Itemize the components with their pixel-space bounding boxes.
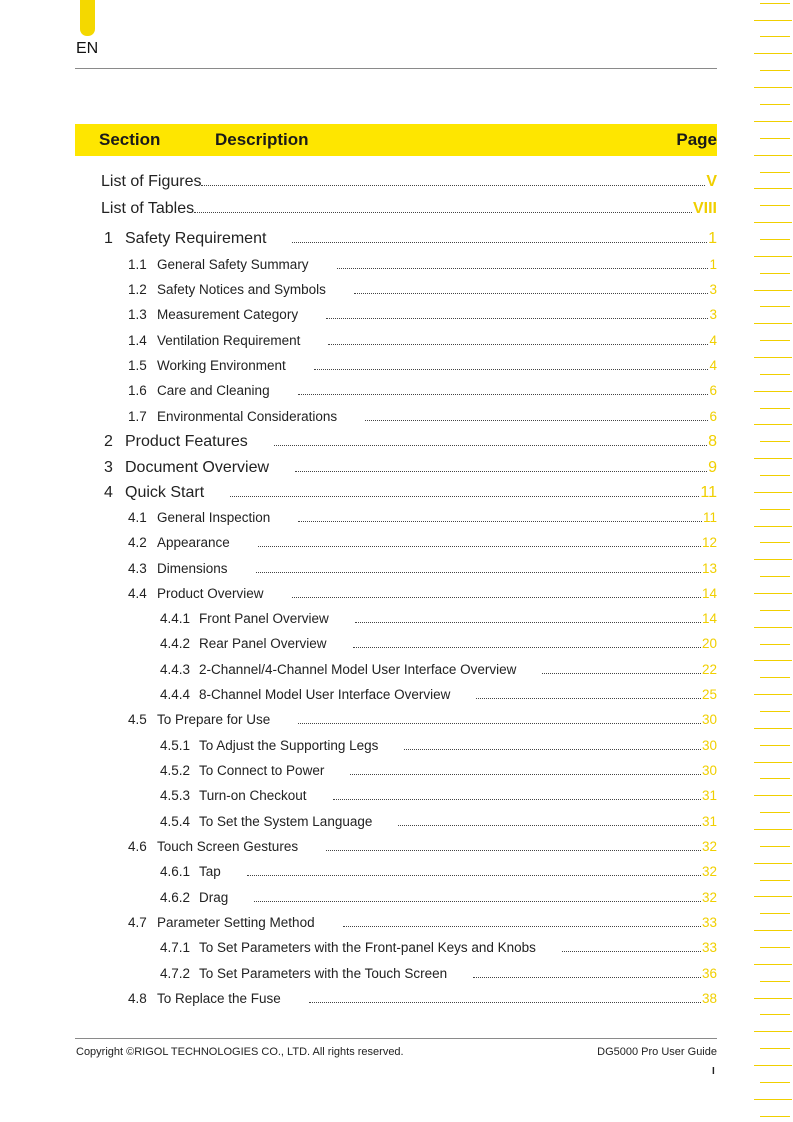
toc-leader (247, 875, 701, 876)
toc-entry[interactable] (160, 662, 717, 678)
toc-entry[interactable] (128, 358, 717, 374)
toc-entry-page: 38 (701, 991, 717, 1006)
toc-entry-label: Front Panel Overview (199, 611, 329, 626)
toc-entry-page: 14 (701, 611, 717, 626)
toc-entry[interactable] (128, 510, 717, 526)
toc-entry-number: 4.4.2 (160, 636, 191, 651)
toc-entry-number: 3 (104, 459, 113, 476)
toc-entry-label: To Connect to Power (199, 763, 325, 778)
toc-entry-label: Safety Notices and Symbols (157, 282, 326, 297)
toc-entry-number: 4.6.2 (160, 890, 191, 905)
toc-entry[interactable] (160, 687, 717, 703)
toc-entry-label: List of Figures (101, 173, 202, 190)
toc-entry-number: 4.7.1 (160, 940, 191, 955)
toc-entry-number: 1.6 (128, 383, 147, 398)
toc-entry-page: V (706, 173, 717, 190)
toc-entry-number: 4.3 (128, 561, 147, 576)
toc-entry-page: 25 (701, 687, 717, 702)
toc-leader (256, 572, 701, 573)
toc-entry-label: List of Tables (101, 200, 195, 217)
toc-entry-label: To Set Parameters with the Touch Screen (199, 966, 448, 981)
toc-leader (292, 597, 701, 598)
toc-entry[interactable] (128, 712, 717, 728)
toc-entry[interactable] (160, 966, 717, 982)
toc-entry-number: 4.6 (128, 839, 147, 854)
toc-entry-page: 14 (701, 586, 717, 601)
toc-entry-page: 32 (701, 839, 717, 854)
toc-leader (398, 825, 701, 826)
toc-leader (355, 622, 701, 623)
toc-leader (562, 951, 701, 952)
toc-entry-label: Quick Start (125, 484, 205, 501)
toc-leader (258, 546, 701, 547)
toc-leader (298, 723, 701, 724)
toc-entry[interactable] (128, 257, 717, 273)
toc-entry[interactable] (128, 839, 717, 855)
toc-entry-number: 4.4 (128, 586, 147, 601)
toc-leader (254, 901, 701, 902)
toc-leader (354, 293, 709, 294)
toc-leader (350, 774, 701, 775)
copyright-text: Copyright ©RIGOL TECHNOLOGIES CO., LTD. All rights reserved. (76, 1046, 404, 1058)
toc-leader (274, 445, 707, 446)
toc-entry-page: 12 (701, 535, 717, 550)
toc-entry-number: 1.3 (128, 307, 147, 322)
toc-entry-page: 31 (701, 788, 717, 803)
toc-leader (309, 1002, 701, 1003)
header-section: Section (99, 130, 161, 149)
toc-entry-label: Care and Cleaning (157, 383, 270, 398)
toc-entry-label: General Safety Summary (157, 257, 309, 272)
toc-entry-number: 4.7.2 (160, 966, 191, 981)
toc-entry-label: Dimensions (157, 561, 228, 576)
toc-entry[interactable] (128, 535, 717, 551)
guide-title: DG5000 Pro User Guide (597, 1046, 717, 1058)
toc-entry-page: 4 (709, 358, 717, 373)
toc-entry-page: 13 (701, 561, 717, 576)
toc-leader (201, 185, 705, 186)
toc-entry-label: Appearance (157, 535, 230, 550)
toc-entry[interactable] (160, 636, 717, 652)
toc-entry-label: Product Overview (157, 586, 264, 601)
toc-leader (326, 850, 701, 851)
toc-leader (542, 673, 701, 674)
toc-entry-page: 6 (709, 409, 717, 424)
toc-entry[interactable] (128, 409, 717, 425)
toc-entry[interactable] (101, 173, 717, 191)
toc-leader (473, 977, 701, 978)
toc-entry-page: 30 (701, 712, 717, 727)
toc-entry-number: 4 (104, 484, 113, 501)
toc-leader (298, 394, 709, 395)
toc-entry-page: 11 (702, 510, 717, 525)
toc-entry-number: 4.1 (128, 510, 147, 525)
toc-entry-label: Environmental Considerations (157, 409, 338, 424)
toc-entry-label: To Set the System Language (199, 814, 373, 829)
toc-leader (230, 496, 699, 497)
toc-entry-label: Document Overview (125, 459, 270, 476)
toc-entry-number: 4.5.2 (160, 763, 191, 778)
toc-entry[interactable] (101, 200, 717, 218)
toc-leader (295, 471, 707, 472)
toc-entry-number: 1.4 (128, 333, 147, 348)
toc-entry-label: To Prepare for Use (157, 712, 271, 727)
toc-entry[interactable] (128, 991, 717, 1007)
toc-leader (343, 926, 701, 927)
toc-entry-page: 33 (701, 940, 717, 955)
toc-leader (298, 521, 702, 522)
toc-entry-number: 1 (104, 230, 113, 247)
toc-entry-page: 30 (701, 738, 717, 753)
toc-entry-page: 3 (709, 282, 717, 297)
toc-entry[interactable] (160, 788, 717, 804)
toc-leader (292, 242, 707, 243)
header-page: Page (676, 130, 717, 149)
toc-entry[interactable] (128, 383, 717, 399)
toc-entry-page: 6 (709, 383, 717, 398)
toc-entry-label: To Adjust the Supporting Legs (199, 738, 379, 753)
toc-entry-number: 4.5.3 (160, 788, 191, 803)
toc-entry-page: 22 (701, 662, 717, 677)
bottom-divider (75, 1038, 717, 1039)
toc-leader (404, 749, 701, 750)
toc-entry-page: 36 (701, 966, 717, 981)
toc-entry-page: VIII (692, 200, 717, 217)
page-number: I (712, 1066, 715, 1077)
toc-entry-page: 33 (701, 915, 717, 930)
toc-leader (314, 369, 709, 370)
toc-entry[interactable] (104, 459, 717, 477)
toc-entry-number: 4.4.1 (160, 611, 191, 626)
toc-entry-page: 1 (709, 257, 717, 272)
toc-entry[interactable] (160, 611, 717, 627)
toc-entry-number: 2 (104, 433, 113, 450)
toc-entry-label: 8-Channel Model User Interface Overview (199, 687, 451, 702)
toc-entry-label: Turn-on Checkout (199, 788, 307, 803)
toc-entry[interactable] (160, 940, 717, 956)
toc-entry-number: 1.5 (128, 358, 147, 373)
toc-entry-label: Tap (199, 864, 221, 879)
toc-entry[interactable] (128, 586, 717, 602)
toc-entry[interactable] (160, 814, 717, 830)
toc-leader (328, 344, 708, 345)
toc-entry-page: 8 (708, 433, 717, 450)
toc-entry[interactable] (104, 433, 717, 451)
toc-entry[interactable] (128, 307, 717, 323)
header-description: Description (215, 130, 309, 149)
toc-leader (353, 647, 701, 648)
toc-entry-number: 4.8 (128, 991, 147, 1006)
toc-entry-page: 20 (701, 636, 717, 651)
toc-entry-page: 1 (708, 230, 717, 247)
language-label: EN (76, 40, 99, 57)
toc-leader (476, 698, 701, 699)
toc-entry-number: 4.5.1 (160, 738, 191, 753)
toc-entry[interactable] (160, 864, 717, 880)
toc-entry-number: 1.1 (128, 257, 147, 272)
toc-entry-number: 4.7 (128, 915, 147, 930)
toc-leader (194, 212, 692, 213)
toc-entry-page: 30 (701, 763, 717, 778)
toc-entry-label: To Set Parameters with the Front-panel Keys and Knobs (199, 940, 536, 955)
toc-entry-page: 4 (709, 333, 717, 348)
toc-entry-page: 31 (701, 814, 717, 829)
toc-entry[interactable] (104, 484, 717, 502)
toc-entry-label: Parameter Setting Method (157, 915, 315, 930)
toc-entry-label: 2-Channel/4-Channel Model User Interface Overview (199, 662, 517, 677)
toc-entry-label: To Replace the Fuse (157, 991, 281, 1006)
toc-entry-label: Ventilation Requirement (157, 333, 301, 348)
toc-entry[interactable] (104, 230, 717, 248)
toc-entry[interactable] (160, 763, 717, 779)
toc-entry-label: Working Environment (157, 358, 286, 373)
toc-entry[interactable] (128, 561, 717, 577)
toc-entry-label: Drag (199, 890, 229, 905)
toc-entry-number: 4.4.3 (160, 662, 191, 677)
toc-entry-number: 4.2 (128, 535, 147, 550)
toc-entry-label: General Inspection (157, 510, 271, 525)
toc-entry-number: 4.4.4 (160, 687, 191, 702)
toc-entry-label: Touch Screen Gestures (157, 839, 299, 854)
toc-entry[interactable] (160, 738, 717, 754)
toc-leader (333, 799, 701, 800)
toc-entry-label: Rear Panel Overview (199, 636, 327, 651)
toc-entry-number: 4.6.1 (160, 864, 191, 879)
toc-entry[interactable] (160, 890, 717, 906)
toc-entry[interactable] (128, 915, 717, 931)
toc-entry-page: 32 (701, 890, 717, 905)
toc-entry-number: 1.2 (128, 282, 147, 297)
toc-entry-label: Safety Requirement (125, 230, 267, 247)
toc-entry-number: 4.5.4 (160, 814, 191, 829)
toc-entry-page: 3 (709, 307, 717, 322)
toc-leader (365, 420, 708, 421)
toc-entry-number: 4.5 (128, 712, 147, 727)
toc-leader (337, 268, 709, 269)
toc-entry-page: 32 (701, 864, 717, 879)
toc-entry-label: Measurement Category (157, 307, 299, 322)
toc-entry-page: 9 (708, 459, 717, 476)
toc-entry-label: Product Features (125, 433, 248, 450)
toc-entry-page: 11 (700, 484, 717, 501)
toc-leader (326, 318, 708, 319)
toc-entry-number: 1.7 (128, 409, 147, 424)
toc-entry[interactable] (128, 333, 717, 349)
toc-entry[interactable] (128, 282, 717, 298)
